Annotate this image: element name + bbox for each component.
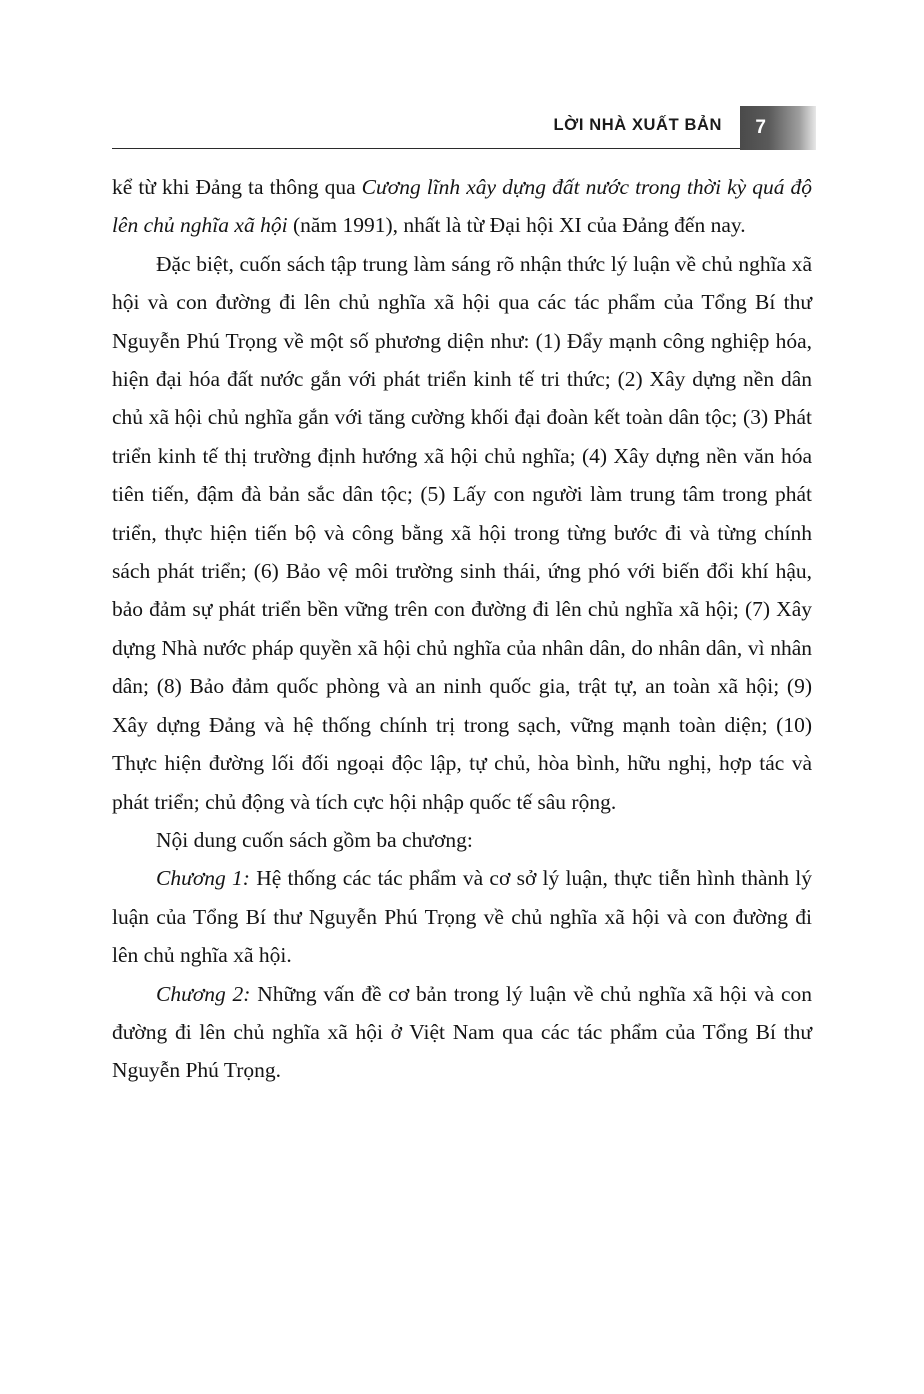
paragraph-continuation (112, 168, 812, 245)
running-head-title: LỜI NHÀ XUẤT BẢN (553, 116, 722, 134)
page-number-badge (740, 106, 816, 150)
p1-part-a: kể từ khi Đảng ta thông qua (112, 175, 362, 199)
page-body (112, 168, 812, 1090)
paragraph-special-focus: Đặc biệt, cuốn sách tập trung làm sáng rõ nhận thức lý luận về chủ nghĩa xã hội và con đường đi lên chủ nghĩa xã hội qua các tác phẩm của Tổng Bí thư Nguyễn Phú Trọng về một số phương diện như: (1) Đẩy mạnh công nghiệp hóa, hiện đại hóa đất nước gắn với phát triển kinh tế tri thức; (2) Xây dựng nền dân chủ xã hội chủ nghĩa gắn với tăng cường khối đại đoàn kết toàn dân tộc; (3) Phát triển kinh tế thị trường định hướng xã hội chủ nghĩa; (4) Xây dựng nền văn hóa tiên tiến, đậm đà bản sắc dân tộc; (5) Lấy con người làm trung tâm trong phát triển, thực hiện tiến bộ và công bằng xã hội trong từng bước đi và từng chính sách phát triển; (6) Bảo vệ môi trường sinh thái, ứng phó với biến đổi khí hậu, bảo đảm sự phát triển bền vững trên con đường đi lên chủ nghĩa xã hội; (7) Xây dựng Nhà nước pháp quyền xã hội chủ nghĩa của nhân dân, do nhân dân, vì nhân dân; (8) Bảo đảm quốc phòng và an ninh quốc gia, trật tự, an toàn xã hội; (9) Xây dựng Đảng và hệ thống chính trị trong sạch, vững mạnh toàn diện; (10) Thực hiện đường lối đối ngoại độc lập, tự chủ, hòa bình, hữu nghị, hợp tác và phát triển; chủ động và tích cực hội nhập quốc tế sâu rộng. (112, 251, 812, 814)
p1-part-b: (năm 1991), nhất là từ Đại hội XI của Đảng đến nay. (287, 213, 746, 238)
chapter-1-label: Chương 1: (156, 866, 250, 891)
page-number: 7 (755, 117, 766, 138)
book-title-italic: Cương lĩnh xây dựng đất nước trong thời kỳ quá độ lên chủ nghĩa xã hội (112, 175, 812, 238)
chapter-1-text: Hệ thống các tác phẩm và cơ sở lý luận, thực tiễn hình thành lý luận của Tổng Bí thư Nguyễn Phú Trọng về chủ nghĩa xã hội và con đường đi lên chủ nghĩa xã hội. (112, 866, 812, 968)
paragraph-chapter-1 (112, 859, 812, 974)
paragraph-chapter-2 (112, 975, 812, 1090)
chapter-2-text: Những vấn đề cơ bản trong lý luận về chủ nghĩa xã hội và con đường đi lên chủ nghĩa xã hội ở Việt Nam qua các tác phẩm của Tổng Bí thư Nguyễn Phú Trọng. (112, 981, 812, 1083)
paragraph-contents-intro: Nội dung cuốn sách gồm ba chương: (156, 827, 473, 852)
running-head (112, 108, 812, 152)
chapter-2-label: Chương 2: (156, 981, 251, 1006)
header-divider (112, 148, 784, 149)
